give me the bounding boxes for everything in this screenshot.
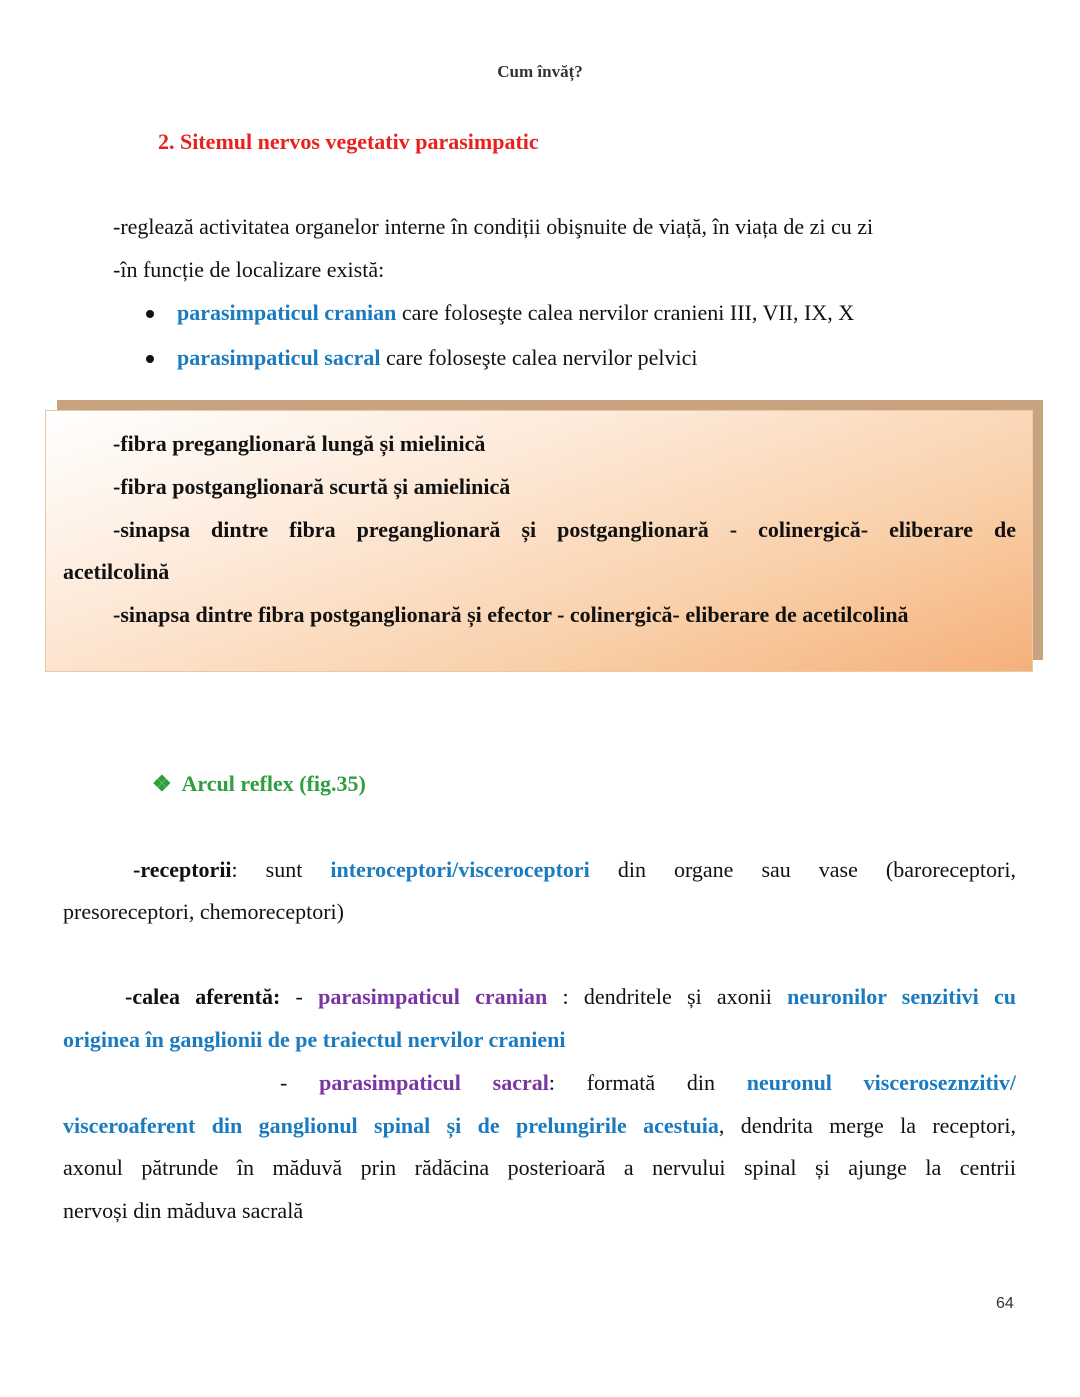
text: : dendritele și axonii [547,984,788,1009]
term: parasimpaticul cranian [318,984,548,1009]
arc-heading [152,769,366,799]
text: - [280,984,319,1009]
term: parasimpaticul sacral [319,1070,549,1095]
callout-line: -sinapsa dintre fibra postganglionară și efector - colinergică- eliberare de acetilcolină [113,602,909,627]
label: -calea aferentă: [125,984,281,1009]
callout-line: -sinapsa dintre fibra preganglionară și postganglionară - colinergică- eliberare de [113,517,1016,542]
bullet-item [177,298,854,328]
term: neuronilor senzitivi cu [787,984,1017,1009]
aferenta-line [125,982,1016,1012]
bullet-item [177,343,698,373]
receptori-line: presoreceptori, chemoreceptori) [63,899,344,924]
bullet-icon [146,355,154,363]
intro-line: -în funcție de localizare există: [113,257,385,282]
term: visceroaferent din ganglionul spinal și de prelungirile acestuia [63,1113,719,1138]
text: : formată din [548,1070,747,1095]
callout-line: -fibra preganglionară lungă și mielinică [113,431,486,456]
diamond-bullet-icon: ❖ [152,771,172,796]
text: din organe sau vase (baroreceptori, [589,857,1016,882]
bullet-term: parasimpaticul cranian [177,300,397,325]
bullet-term: parasimpaticul sacral [177,345,381,370]
page-number: 64 [996,1295,1014,1312]
term: neuronul visceroseznzitiv/ [746,1070,1016,1095]
running-header: Cum învăț? [497,62,583,81]
text: : sunt [231,857,331,882]
aferenta-line [63,1111,1016,1141]
section-title: 2. Sitemul nervos vegetativ parasimpatic [158,129,539,154]
bullet-icon [146,310,154,318]
arc-title: Arcul reflex (fig.35) [181,771,366,796]
aferenta-line: axonul pătrunde în măduvă prin rădăcina posterioară a nervului spinal și ajunge la centrii [63,1155,1016,1180]
aferenta-line [280,1068,1016,1098]
label: -receptorii [133,857,232,882]
text: , dendrita merge la receptori, [718,1113,1017,1138]
bullet-text: care foloseşte calea nervilor pelvici [380,345,698,370]
bullet-text: care foloseşte calea nervilor cranieni III, VII, IX, X [396,300,855,325]
text: - [280,1070,320,1095]
aferenta-line: nervoși din măduva sacrală [63,1198,304,1223]
aferenta-line: originea în ganglionii de pe traiectul nervilor cranieni [63,1027,566,1052]
term: interoceptori/visceroceptori [330,857,590,882]
receptori-line [133,855,1016,885]
callout-line: -fibra postganglionară scurtă și amielinică [113,474,511,499]
callout-line: acetilcolină [63,559,170,584]
intro-line: -reglează activitatea organelor interne în condiții obişnuite de viață, în viața de zi cu zi [113,214,874,239]
